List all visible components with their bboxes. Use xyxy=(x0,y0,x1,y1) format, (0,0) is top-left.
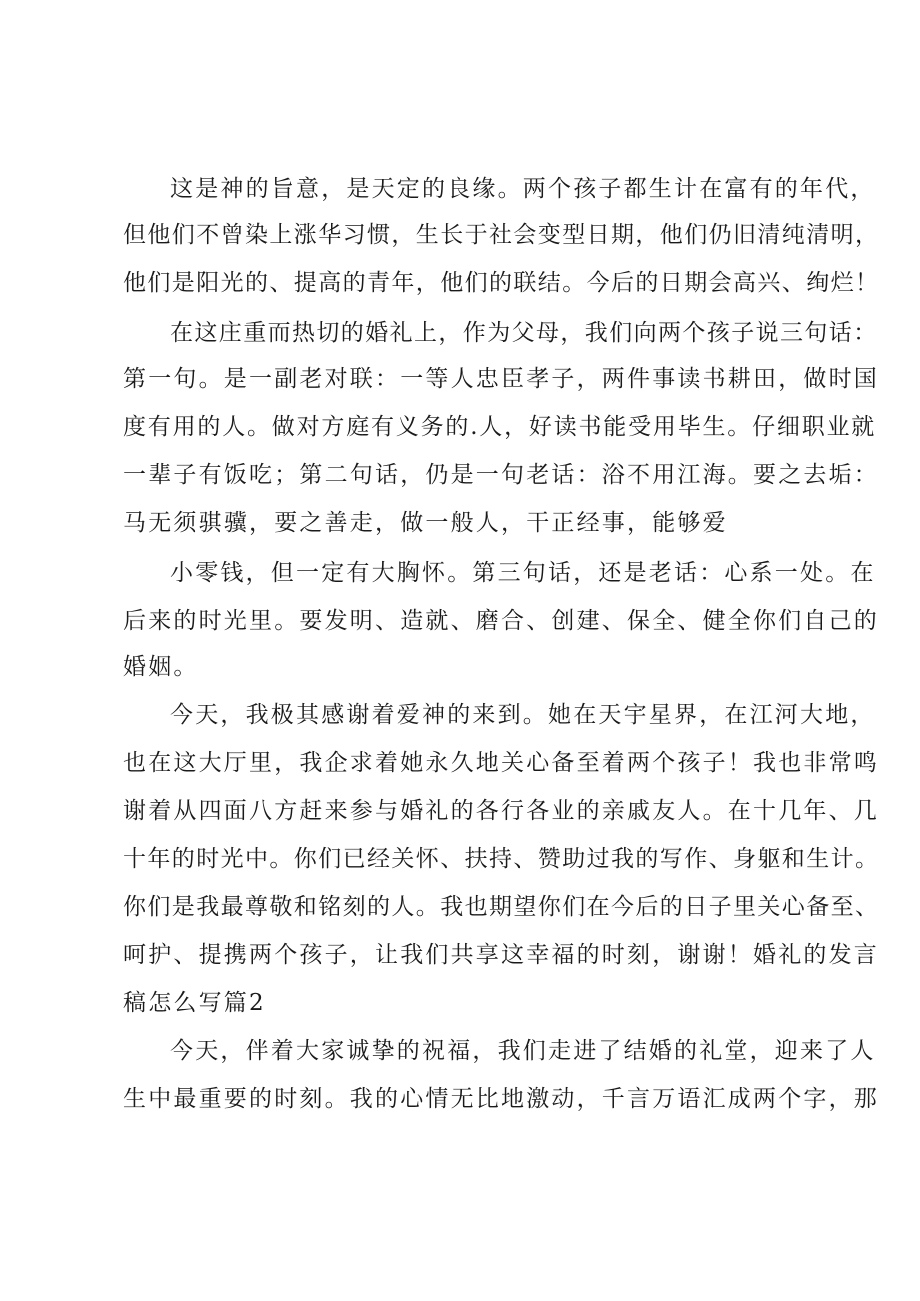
text-line: 也在这大厅里，我企求着她永久地关心备至着两个孩子！我也非常鸣 xyxy=(123,750,879,776)
text-line: 但他们不曾染上涨华习惯，生长于社会变型日期，他们仍旧清纯清明， xyxy=(123,222,880,248)
text-line: 一辈子有饭吃；第二句话，仍是一句老话：浴不用江海。要之去垢： xyxy=(123,462,879,488)
text-line: 小零钱，但一定有大胸怀。第三句话，还是老话：心系一处。在 xyxy=(170,560,876,586)
text-line: 他们是阳光的、提高的青年，他们的联结。今后的日期会高兴、绚烂！ xyxy=(123,270,880,296)
text-line: 婚姻。 xyxy=(123,654,199,680)
text-line: 度有用的人。做对方庭有义务的.人，好读书能受用毕生。仔细职业就 xyxy=(123,414,877,440)
text-line: 谢着从四面八方赶来参与婚礼的各行各业的亲戚友人。在十几年、几 xyxy=(123,798,879,824)
text-line: 这是神的旨意，是天定的良缘。两个孩子都生计在富有的年代， xyxy=(170,176,876,202)
text-line: 十年的时光中。你们已经关怀、扶持、赞助过我的写作、身躯和生计。 xyxy=(123,846,880,872)
text-line: 生中最重要的时刻。我的心情无比地激动，千言万语汇成两个字，那 xyxy=(123,1086,879,1112)
text-line: 你们是我最尊敬和铭刻的人。我也期望你们在今后的日子里关心备至、 xyxy=(123,894,880,920)
text-line: 在这庄重而热切的婚礼上，作为父母，我们向两个孩子说三句话： xyxy=(170,320,878,346)
text-line: 今天，我极其感谢着爱神的来到。她在天宇星界，在江河大地， xyxy=(170,702,876,728)
text-line: 后来的时光里。要发明、造就、磨合、创建、保全、健全你们自己的 xyxy=(123,608,879,634)
text-line: 第一句。是一副老对联：一等人忠臣孝子，两件事读书耕田，做时国 xyxy=(123,366,879,392)
text-line: 呵护、提携两个孩子，让我们共享这幸福的时刻，谢谢！婚礼的发言 xyxy=(123,942,879,968)
text-line: 稿怎么写篇2 xyxy=(123,990,266,1016)
text-line: 今天，伴着大家诚挚的祝福，我们走进了结婚的礼堂，迎来了人 xyxy=(170,1038,876,1064)
text-line: 马无须骐骥，要之善走，做一般人，干正经事，能够爱 xyxy=(123,510,728,536)
